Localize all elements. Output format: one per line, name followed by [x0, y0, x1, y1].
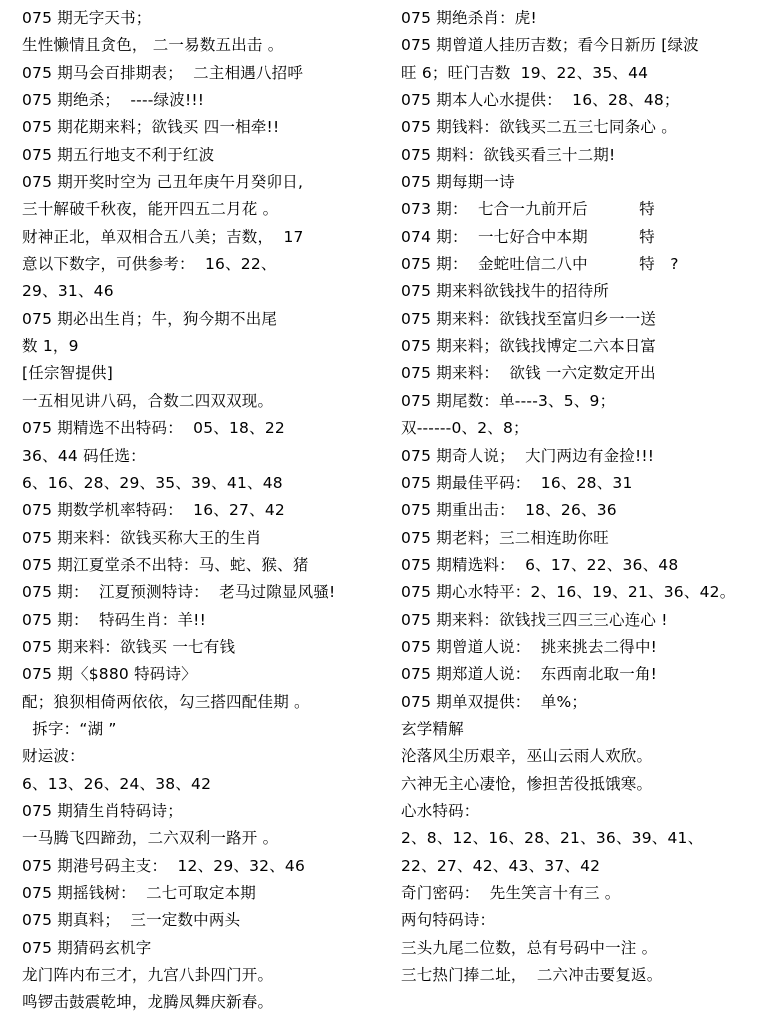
text-line: 075 期郑道人说： 东西南北取一角! [401, 665, 658, 684]
text-line: 奇门密码： 先生笑言十有三 。 [401, 884, 621, 902]
text-line: 龙门阵内布三才，九宫八卦四门开。 [22, 966, 274, 985]
text-line: 36、44 码任选： [22, 446, 146, 465]
text-line: 075 期本人心水提供： 16、28、48； [401, 91, 680, 110]
text-line: 075 期数学机率特码： 16、27、42 [22, 501, 285, 520]
text-line: 075 期必出生肖；牛，狗今期不出尾 [22, 309, 278, 328]
text-line: 玄学精解 [401, 719, 464, 738]
text-line: 075 期来料欲钱找牛的招待所 [401, 282, 610, 301]
text-line: 三十解破千秋夜，能开四五二月花 。 [22, 200, 279, 219]
text-line: 075 期来料：欲钱买称大王的生肖 [22, 528, 262, 547]
text-line: 29、31、46 [22, 282, 114, 301]
text-line: 拆字：“湖 ” [22, 719, 117, 738]
text-line: 075 期来料：欲钱找三四三三心连心 ! [401, 610, 668, 629]
text-line: 075 期： 金蛇吐信二八中 特 ? [401, 255, 679, 274]
text-line: 075 期江夏堂杀不出特：马、蛇、猴、猪 [22, 555, 309, 574]
text-line: 旺 6；旺门吉数 19、22、35、44 [401, 63, 649, 82]
text-line: 075 期心水特平：2、16、19、21、36、42。 [401, 583, 736, 602]
text-line: 22、27、42、43、37、42 [401, 856, 601, 875]
text-line: 075 期钱料：欲钱买二五三七同条心 。 [401, 118, 677, 137]
text-line: [任宗智提供] [22, 364, 113, 383]
text-line: 075 期绝杀肖：虎! [401, 9, 537, 27]
text-line: 075 期摇钱树： 二七可取定本期 [22, 884, 256, 902]
text-line: 075 期无字天书； [22, 9, 152, 27]
text-line: 075 期： 江夏预测特诗： 老马过隙显风骚! [22, 583, 336, 602]
text-line: 075 期每期一诗 [401, 173, 515, 192]
text-line: 生性懒情且贪色， 二一易数五出击 。 [22, 36, 284, 55]
text-line: 075 期重出击： 18、26、36 [401, 501, 617, 520]
text-line: 074 期： 一七好合中本期 特 [401, 227, 655, 246]
text-line: 数 1，9 [22, 337, 79, 356]
text-line: 075 期料：欲钱买看三十二期! [401, 145, 616, 164]
text-line: 075 期尾数：单----3、5、9； [401, 391, 616, 410]
text-line: 三头九尾二位数，总有号码中一注 。 [401, 938, 658, 957]
text-line: 两句特码诗： [401, 911, 496, 930]
text-line: 075 期马会百排期表； 二主相遇八招呼 [22, 63, 304, 82]
text-line: 6、13、26、24、38、42 [22, 774, 212, 793]
text-line: 075 期花期来料；欲钱买 四一相牵!! [22, 118, 280, 137]
text-line: 三七热门捧二址， 二六冲击要复返。 [401, 966, 663, 985]
text-line: 075 期猜码玄机字 [22, 938, 152, 957]
text-line: 财神正北，单双相合五八美；吉数， 17 [22, 227, 304, 246]
text-line: 075 期绝杀； ----绿波!!! [22, 91, 205, 110]
text-line: 075 期五行地支不利于红波 [22, 145, 215, 164]
text-line: 六神无主心凄怆，惨担苦役抵饿寒。 [401, 774, 653, 793]
text-line: 一五相见讲八码，合数二四双双现。 [22, 391, 274, 410]
text-line: 075 期来料：欲钱找至富归乡一一送 [401, 309, 657, 328]
text-line: 075 期猜生肖特码诗； [22, 801, 183, 820]
text-line: 075 期曾道人说： 挑来挑去二得中! [401, 637, 658, 656]
text-line: 075 期来料；欲钱找博定二六本日富 [401, 337, 657, 356]
text-line: 沦落风尘历艰辛，巫山云雨人欢欣。 [401, 747, 653, 766]
text-line: 075 期真料； 三一定数中两头 [22, 911, 241, 930]
text-line: 2、8、12、16、28、21、36、39、41、 [401, 829, 704, 848]
text-line: 075 期来料：欲钱买 一七有钱 [22, 637, 236, 656]
text-line: 鸣锣击鼓震乾坤，龙腾凤舞庆新春。 [22, 993, 274, 1012]
text-line: 075 期单双提供： 单%； [401, 692, 588, 711]
right-column [401, 5, 763, 989]
text-line: 075 期： 特码生肖：羊!! [22, 610, 206, 629]
text-line: 075 期曾道人挂历吉数；看今日新历 [绿波 [401, 36, 699, 55]
left-column [22, 5, 390, 1017]
text-line: 075 期老料；三二相连助你旺 [401, 528, 610, 547]
text-line: 6、16、28、29、35、39、41、48 [22, 473, 283, 492]
text-line: 075 期开奖时空为 己丑年庚午月癸卯日, [22, 173, 304, 192]
text-line: 配；狼狈相倚两依依，勾三搭四配佳期 。 [22, 692, 310, 711]
text-line: 075 期来料： 欲钱 一六定数定开出 [401, 364, 656, 383]
text-line: 075 期奇人说； 大门两边有金捡!!! [401, 446, 655, 465]
text-line: 073 期： 七合一九前开后 特 [401, 200, 655, 219]
text-line: 075 期最佳平码： 16、28、31 [401, 473, 633, 492]
text-line: 一马腾飞四蹄劲，二六双利一路开 。 [22, 829, 279, 848]
text-line: 075 期〈$880 特码诗〉 [22, 665, 197, 684]
text-line: 意以下数字，可供参考： 16、22、 [22, 255, 277, 274]
text-line: 财运波： [22, 747, 85, 766]
text-line: 心水特码： [401, 801, 480, 820]
text-line: 075 期精选不出特码： 05、18、22 [22, 419, 285, 438]
text-line: 075 期港号码主支： 12、29、32、46 [22, 856, 306, 875]
text-line: 双------0、2、8； [401, 419, 529, 438]
text-line: 075 期精选料： 6、17、22、36、48 [401, 555, 679, 574]
